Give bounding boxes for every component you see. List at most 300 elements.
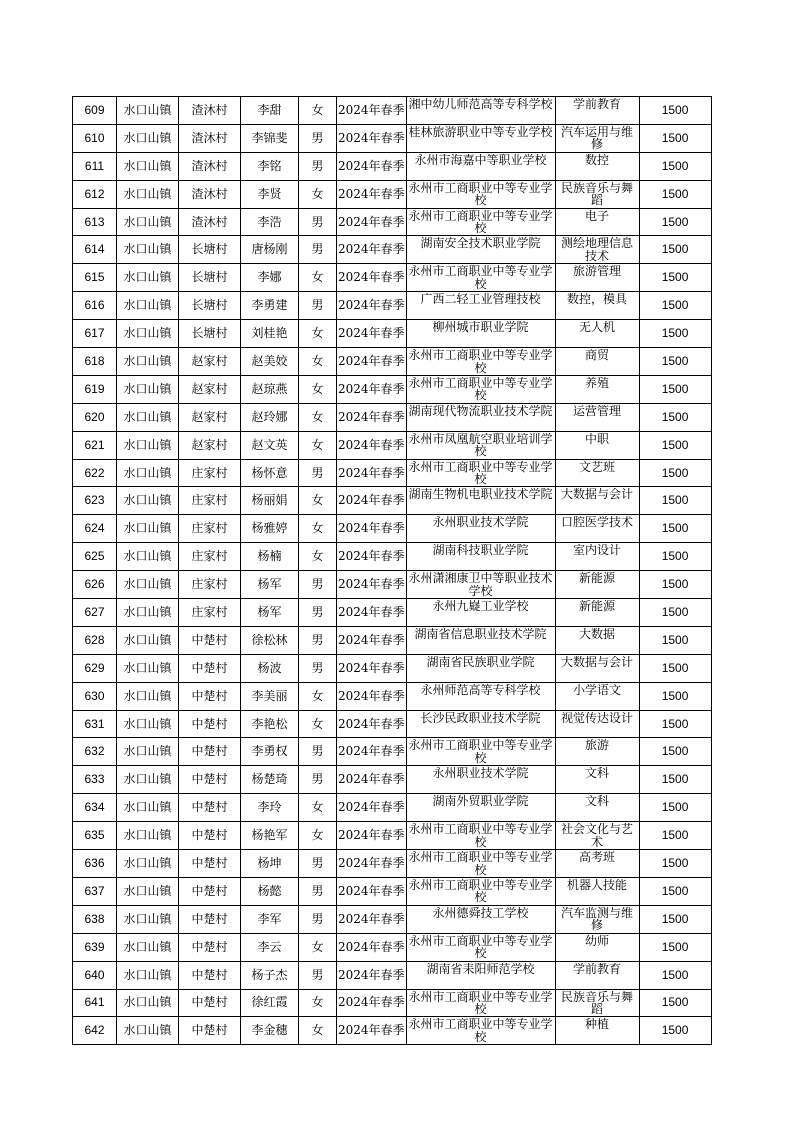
- school-name-text: 永州市工商职业中等专业学校: [408, 878, 553, 904]
- school-name-text: 湖南现代物流职业技术学院: [408, 404, 553, 418]
- gender-cell: 男: [299, 292, 337, 320]
- serial-number-cell: 637: [73, 877, 117, 905]
- major-text: 新能源: [579, 600, 616, 614]
- village-cell: 中楚村: [179, 794, 241, 822]
- school-name-text: 永州市工商职业中等专业学校: [408, 460, 553, 486]
- school-name-cell: [406, 905, 555, 933]
- major-cell: [555, 710, 639, 738]
- semester-cell: 2024年春季: [337, 794, 407, 822]
- township-cell: 水口山镇: [117, 152, 179, 180]
- school-name-cell: [406, 571, 555, 599]
- semester-cell: 2024年春季: [337, 682, 407, 710]
- school-name-cell: [406, 989, 555, 1017]
- school-name-text: 湖南省信息职业技术学院: [414, 627, 547, 641]
- subsidy-amount-cell: 1500: [639, 348, 711, 376]
- school-name-text: 湖南科技职业学院: [432, 544, 529, 558]
- village-cell: 赵家村: [179, 375, 241, 403]
- gender-cell: 女: [299, 822, 337, 850]
- table-row: [73, 180, 712, 208]
- subsidy-amount-cell: 1500: [639, 236, 711, 264]
- major-cell: [555, 543, 639, 571]
- gender-cell: 男: [299, 738, 337, 766]
- semester-cell: 2024年春季: [337, 599, 407, 627]
- township-cell: 水口山镇: [117, 97, 179, 125]
- major-cell: [555, 989, 639, 1017]
- major-cell: [555, 292, 639, 320]
- school-name-cell: [406, 431, 555, 459]
- student-name-cell: 杨雅婷: [241, 515, 299, 543]
- student-name-cell: 唐杨刚: [241, 236, 299, 264]
- gender-cell: 女: [299, 264, 337, 292]
- major-text: 旅游: [585, 739, 610, 753]
- major-cell: [555, 431, 639, 459]
- subsidy-amount-cell: 1500: [639, 626, 711, 654]
- table-row: [73, 738, 712, 766]
- subsidy-amount-cell: 1500: [639, 905, 711, 933]
- major-text: 大数据: [579, 627, 616, 641]
- village-cell: 中楚村: [179, 738, 241, 766]
- major-cell: [555, 152, 639, 180]
- school-name-text: 广西二轻工业管理技校: [420, 293, 541, 307]
- township-cell: 水口山镇: [117, 822, 179, 850]
- school-name-cell: [406, 264, 555, 292]
- township-cell: 水口山镇: [117, 543, 179, 571]
- township-cell: 水口山镇: [117, 571, 179, 599]
- school-name-cell: [406, 124, 555, 152]
- semester-cell: 2024年春季: [337, 543, 407, 571]
- table-row: [73, 348, 712, 376]
- major-text: 电子: [585, 209, 610, 223]
- village-cell: 中楚村: [179, 822, 241, 850]
- major-cell: [555, 375, 639, 403]
- table-row: [73, 654, 712, 682]
- serial-number-cell: 619: [73, 375, 117, 403]
- school-name-cell: [406, 794, 555, 822]
- township-cell: 水口山镇: [117, 208, 179, 236]
- township-cell: 水口山镇: [117, 236, 179, 264]
- major-text: 大数据与会计: [561, 655, 634, 669]
- student-name-cell: 李浩: [241, 208, 299, 236]
- school-name-cell: [406, 822, 555, 850]
- school-name-cell: [406, 738, 555, 766]
- semester-cell: 2024年春季: [337, 180, 407, 208]
- subsidy-amount-cell: 1500: [639, 152, 711, 180]
- township-cell: 水口山镇: [117, 459, 179, 487]
- student-name-cell: 刘桂艳: [241, 320, 299, 348]
- village-cell: 渣沐村: [179, 180, 241, 208]
- major-text: 养殖: [585, 376, 610, 390]
- student-name-cell: 杨楚琦: [241, 766, 299, 794]
- gender-cell: 男: [299, 571, 337, 599]
- table-row: [73, 822, 712, 850]
- table-row: [73, 766, 712, 794]
- school-name-cell: [406, 877, 555, 905]
- serial-number-cell: 609: [73, 97, 117, 125]
- major-text: 中职: [585, 432, 610, 446]
- student-name-cell: 李美丽: [241, 682, 299, 710]
- school-name-text: 桂林旅游职业中等专业学校: [408, 125, 553, 139]
- student-name-cell: 杨楠: [241, 543, 299, 571]
- major-cell: [555, 654, 639, 682]
- table-row: [73, 97, 712, 125]
- township-cell: 水口山镇: [117, 124, 179, 152]
- township-cell: 水口山镇: [117, 626, 179, 654]
- major-cell: [555, 877, 639, 905]
- gender-cell: 男: [299, 599, 337, 627]
- township-cell: 水口山镇: [117, 348, 179, 376]
- student-name-cell: 李娜: [241, 264, 299, 292]
- gender-cell: 女: [299, 710, 337, 738]
- major-cell: [555, 208, 639, 236]
- school-name-cell: [406, 208, 555, 236]
- serial-number-cell: 641: [73, 989, 117, 1017]
- village-cell: 渣沐村: [179, 208, 241, 236]
- township-cell: 水口山镇: [117, 961, 179, 989]
- village-cell: 中楚村: [179, 1017, 241, 1045]
- village-cell: 中楚村: [179, 626, 241, 654]
- subsidy-amount-cell: 1500: [639, 180, 711, 208]
- school-name-text: 永州潇湘康卫中等职业技术学校: [408, 572, 553, 598]
- township-cell: 水口山镇: [117, 654, 179, 682]
- township-cell: 水口山镇: [117, 180, 179, 208]
- school-name-text: 湖南安全技术职业学院: [420, 237, 541, 251]
- major-text: 学前教育: [573, 962, 622, 976]
- subsidy-amount-cell: 1500: [639, 403, 711, 431]
- student-name-cell: 徐红霞: [241, 989, 299, 1017]
- major-cell: [555, 599, 639, 627]
- major-text: 汽车运用与维修: [561, 125, 634, 151]
- major-text: 室内设计: [573, 544, 622, 558]
- school-name-text: 永州市海嘉中等职业学校: [414, 153, 547, 167]
- semester-cell: 2024年春季: [337, 766, 407, 794]
- major-text: 旅游管理: [573, 265, 622, 279]
- major-text: 种植: [585, 1018, 610, 1032]
- student-name-cell: 李艳松: [241, 710, 299, 738]
- serial-number-cell: 610: [73, 124, 117, 152]
- major-text: 大数据与会计: [561, 488, 634, 502]
- major-cell: [555, 822, 639, 850]
- student-name-cell: 李铭: [241, 152, 299, 180]
- major-text: 无人机: [579, 321, 616, 335]
- gender-cell: 女: [299, 543, 337, 571]
- major-cell: [555, 794, 639, 822]
- gender-cell: 男: [299, 905, 337, 933]
- major-cell: [555, 264, 639, 292]
- school-name-cell: [406, 626, 555, 654]
- major-text: 高考班: [579, 851, 616, 865]
- township-cell: 水口山镇: [117, 794, 179, 822]
- school-name-cell: [406, 236, 555, 264]
- major-cell: [555, 124, 639, 152]
- semester-cell: 2024年春季: [337, 236, 407, 264]
- student-name-cell: 杨波: [241, 654, 299, 682]
- major-text: 文艺班: [579, 460, 616, 474]
- subsidy-amount-cell: 1500: [639, 1017, 711, 1045]
- school-name-cell: [406, 766, 555, 794]
- table-row: [73, 961, 712, 989]
- table-row: [73, 794, 712, 822]
- village-cell: 长塘村: [179, 320, 241, 348]
- serial-number-cell: 625: [73, 543, 117, 571]
- serial-number-cell: 631: [73, 710, 117, 738]
- school-name-text: 永州市工商职业中等专业学校: [408, 349, 553, 375]
- major-text: 新能源: [579, 572, 616, 586]
- major-text: 小学语文: [573, 683, 622, 697]
- table-row: [73, 543, 712, 571]
- semester-cell: 2024年春季: [337, 459, 407, 487]
- gender-cell: 男: [299, 124, 337, 152]
- major-cell: [555, 487, 639, 515]
- major-text: 文科: [585, 795, 610, 809]
- serial-number-cell: 613: [73, 208, 117, 236]
- student-name-cell: 赵玲娜: [241, 403, 299, 431]
- gender-cell: 女: [299, 933, 337, 961]
- school-name-text: 永州九嶷工业学校: [432, 600, 529, 614]
- school-name-cell: [406, 850, 555, 878]
- semester-cell: 2024年春季: [337, 375, 407, 403]
- major-text: 文科: [585, 767, 610, 781]
- township-cell: 水口山镇: [117, 1017, 179, 1045]
- village-cell: 中楚村: [179, 877, 241, 905]
- student-name-cell: 李军: [241, 905, 299, 933]
- table-row: [73, 236, 712, 264]
- subsidy-amount-cell: 1500: [639, 738, 711, 766]
- school-name-cell: [406, 961, 555, 989]
- semester-cell: 2024年春季: [337, 654, 407, 682]
- student-name-cell: 杨军: [241, 599, 299, 627]
- village-cell: 长塘村: [179, 236, 241, 264]
- subsidy-amount-cell: 1500: [639, 264, 711, 292]
- table-row: [73, 905, 712, 933]
- school-name-cell: [406, 97, 555, 125]
- school-name-cell: [406, 710, 555, 738]
- village-cell: 中楚村: [179, 710, 241, 738]
- township-cell: 水口山镇: [117, 264, 179, 292]
- school-name-cell: [406, 292, 555, 320]
- township-cell: 水口山镇: [117, 431, 179, 459]
- table-row: [73, 208, 712, 236]
- school-name-text: 永州市工商职业中等专业学校: [408, 181, 553, 207]
- serial-number-cell: 642: [73, 1017, 117, 1045]
- village-cell: 庄家村: [179, 599, 241, 627]
- township-cell: 水口山镇: [117, 738, 179, 766]
- student-name-cell: 李甜: [241, 97, 299, 125]
- semester-cell: 2024年春季: [337, 571, 407, 599]
- major-cell: [555, 459, 639, 487]
- gender-cell: 男: [299, 850, 337, 878]
- serial-number-cell: 638: [73, 905, 117, 933]
- major-cell: [555, 320, 639, 348]
- gender-cell: 男: [299, 961, 337, 989]
- semester-cell: 2024年春季: [337, 710, 407, 738]
- major-cell: [555, 682, 639, 710]
- township-cell: 水口山镇: [117, 375, 179, 403]
- village-cell: 中楚村: [179, 961, 241, 989]
- serial-number-cell: 614: [73, 236, 117, 264]
- student-name-cell: 杨怀意: [241, 459, 299, 487]
- serial-number-cell: 615: [73, 264, 117, 292]
- township-cell: 水口山镇: [117, 766, 179, 794]
- gender-cell: 女: [299, 431, 337, 459]
- semester-cell: 2024年春季: [337, 97, 407, 125]
- serial-number-cell: 624: [73, 515, 117, 543]
- subsidy-amount-cell: 1500: [639, 822, 711, 850]
- school-name-text: 永州德舜技工学校: [432, 906, 529, 920]
- serial-number-cell: 635: [73, 822, 117, 850]
- serial-number-cell: 632: [73, 738, 117, 766]
- village-cell: 渣沐村: [179, 124, 241, 152]
- major-cell: [555, 180, 639, 208]
- village-cell: 中楚村: [179, 766, 241, 794]
- student-name-cell: 杨子杰: [241, 961, 299, 989]
- school-name-cell: [406, 180, 555, 208]
- township-cell: 水口山镇: [117, 850, 179, 878]
- village-cell: 渣沐村: [179, 152, 241, 180]
- gender-cell: 女: [299, 375, 337, 403]
- gender-cell: 女: [299, 403, 337, 431]
- subsidy-amount-cell: 1500: [639, 989, 711, 1017]
- student-name-cell: 赵美姣: [241, 348, 299, 376]
- school-name-text: 永州职业技术学院: [432, 767, 529, 781]
- semester-cell: 2024年春季: [337, 264, 407, 292]
- gender-cell: 女: [299, 682, 337, 710]
- subsidy-amount-cell: 1500: [639, 599, 711, 627]
- student-name-cell: 赵文英: [241, 431, 299, 459]
- subsidy-amount-cell: 1500: [639, 682, 711, 710]
- school-name-cell: [406, 152, 555, 180]
- township-cell: 水口山镇: [117, 905, 179, 933]
- student-name-cell: 李贤: [241, 180, 299, 208]
- major-cell: [555, 515, 639, 543]
- subsidy-amount-cell: 1500: [639, 654, 711, 682]
- serial-number-cell: 629: [73, 654, 117, 682]
- gender-cell: 女: [299, 989, 337, 1017]
- table-row: [73, 850, 712, 878]
- major-text: 汽车监测与维修: [561, 906, 634, 932]
- gender-cell: 男: [299, 654, 337, 682]
- table-row: [73, 152, 712, 180]
- gender-cell: 女: [299, 794, 337, 822]
- student-name-cell: 赵琼燕: [241, 375, 299, 403]
- table-row: [73, 710, 712, 738]
- semester-cell: 2024年春季: [337, 348, 407, 376]
- gender-cell: 男: [299, 236, 337, 264]
- student-name-cell: 李锦斐: [241, 124, 299, 152]
- subsidy-amount-cell: 1500: [639, 850, 711, 878]
- school-name-text: 永州市工商职业中等专业学校: [408, 265, 553, 291]
- gender-cell: 女: [299, 348, 337, 376]
- township-cell: 水口山镇: [117, 515, 179, 543]
- school-name-cell: [406, 1017, 555, 1045]
- village-cell: 长塘村: [179, 292, 241, 320]
- table-row: [73, 320, 712, 348]
- semester-cell: 2024年春季: [337, 961, 407, 989]
- subsidy-amount-cell: 1500: [639, 710, 711, 738]
- school-name-text: 湖南外贸职业学院: [432, 795, 529, 809]
- table-row: [73, 877, 712, 905]
- serial-number-cell: 616: [73, 292, 117, 320]
- table-body: [73, 97, 712, 1045]
- school-name-text: 湘中幼儿师范高等专科学校: [408, 98, 553, 111]
- table-row: [73, 515, 712, 543]
- subsidy-amount-cell: 1500: [639, 766, 711, 794]
- school-name-cell: [406, 682, 555, 710]
- semester-cell: 2024年春季: [337, 989, 407, 1017]
- major-text: 幼师: [585, 934, 610, 948]
- village-cell: 赵家村: [179, 431, 241, 459]
- semester-cell: 2024年春季: [337, 626, 407, 654]
- semester-cell: 2024年春季: [337, 1017, 407, 1045]
- gender-cell: 女: [299, 487, 337, 515]
- subsidy-amount-cell: 1500: [639, 543, 711, 571]
- semester-cell: 2024年春季: [337, 487, 407, 515]
- gender-cell: 女: [299, 515, 337, 543]
- township-cell: 水口山镇: [117, 487, 179, 515]
- semester-cell: 2024年春季: [337, 738, 407, 766]
- major-cell: [555, 1017, 639, 1045]
- school-name-cell: [406, 320, 555, 348]
- serial-number-cell: 636: [73, 850, 117, 878]
- school-name-cell: [406, 348, 555, 376]
- school-name-text: 永州市工商职业中等专业学校: [408, 1018, 553, 1044]
- township-cell: 水口山镇: [117, 877, 179, 905]
- major-text: 机器人技能: [567, 878, 628, 892]
- student-name-cell: 杨丽娟: [241, 487, 299, 515]
- major-text: 数控: [585, 153, 610, 167]
- serial-number-cell: 623: [73, 487, 117, 515]
- major-cell: [555, 571, 639, 599]
- table-row: [73, 626, 712, 654]
- school-name-text: 永州市工商职业中等专业学校: [408, 851, 553, 877]
- subsidy-amount-cell: 1500: [639, 320, 711, 348]
- semester-cell: 2024年春季: [337, 431, 407, 459]
- subsidy-list-table: [72, 96, 712, 1045]
- school-name-text: 永州市工商职业中等专业学校: [408, 209, 553, 235]
- major-text: 视觉传达设计: [561, 711, 634, 725]
- village-cell: 赵家村: [179, 348, 241, 376]
- major-cell: [555, 850, 639, 878]
- school-name-text: 永州市工商职业中等专业学校: [408, 739, 553, 765]
- table-row: [73, 682, 712, 710]
- semester-cell: 2024年春季: [337, 403, 407, 431]
- school-name-cell: [406, 403, 555, 431]
- subsidy-amount-cell: 1500: [639, 515, 711, 543]
- major-text: 口腔医学技术: [561, 516, 634, 530]
- semester-cell: 2024年春季: [337, 208, 407, 236]
- township-cell: 水口山镇: [117, 599, 179, 627]
- subsidy-amount-cell: 1500: [639, 124, 711, 152]
- village-cell: 长塘村: [179, 264, 241, 292]
- subsidy-amount-cell: 1500: [639, 375, 711, 403]
- table-row: [73, 487, 712, 515]
- student-name-cell: 杨坤: [241, 850, 299, 878]
- serial-number-cell: 628: [73, 626, 117, 654]
- semester-cell: 2024年春季: [337, 905, 407, 933]
- serial-number-cell: 611: [73, 152, 117, 180]
- village-cell: 中楚村: [179, 682, 241, 710]
- village-cell: 中楚村: [179, 850, 241, 878]
- school-name-text: 永州市工商职业中等专业学校: [408, 823, 553, 849]
- serial-number-cell: 627: [73, 599, 117, 627]
- subsidy-amount-cell: 1500: [639, 961, 711, 989]
- school-name-cell: [406, 515, 555, 543]
- serial-number-cell: 640: [73, 961, 117, 989]
- major-cell: [555, 626, 639, 654]
- school-name-cell: [406, 599, 555, 627]
- semester-cell: 2024年春季: [337, 124, 407, 152]
- subsidy-amount-cell: 1500: [639, 877, 711, 905]
- serial-number-cell: 633: [73, 766, 117, 794]
